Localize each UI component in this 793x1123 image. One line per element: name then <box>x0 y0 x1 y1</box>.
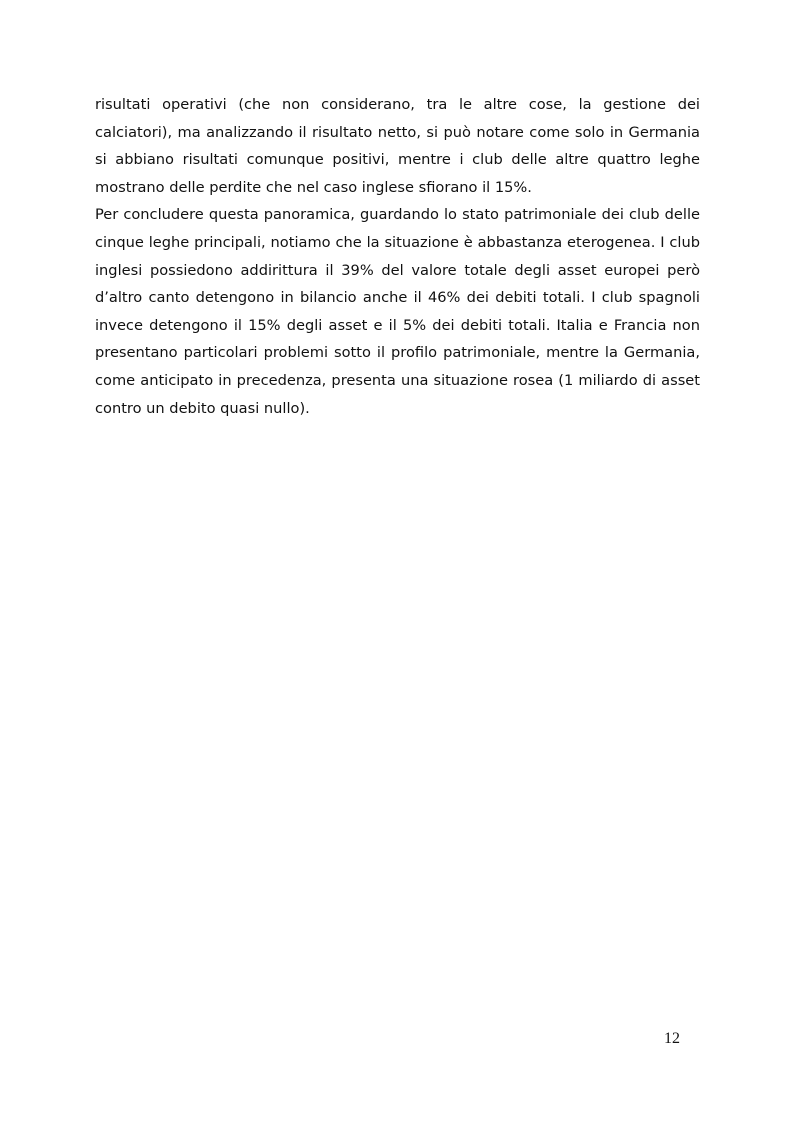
body-text <box>95 91 700 422</box>
paragraph-operating-results: risultati operativi (che non considerano, tra le altre cose, la gestione dei calciatori), ma analizzando il risultato netto, si può notare come solo in Germania si abbiano risultati comunque positivi, mentre i club delle altre quattro leghe mostrano delle perdite che nel caso inglese sfiorano il 15%. <box>95 96 700 196</box>
paragraph-balance-sheet-overview: Per concludere questa panoramica, guardando lo stato patrimoniale dei club delle cinque leghe principali, notiamo che la situazione è abbastanza eterogenea. I club inglesi possiedono addirittura il 39% del valore totale degli asset europei però d’altro canto detengono in bilancio anche il 46% dei debiti totali. I club spagnoli invece detengono il 15% degli asset e il 5% dei debiti totali. Italia e Francia non presentano particolari problemi sotto il profilo patrimoniale, mentre la Germania, come anticipato in precedenza, presenta una situazione rosea (1 miliardo di asset contro un debito quasi nullo). <box>95 206 700 417</box>
page-number: 12 <box>664 1030 680 1047</box>
